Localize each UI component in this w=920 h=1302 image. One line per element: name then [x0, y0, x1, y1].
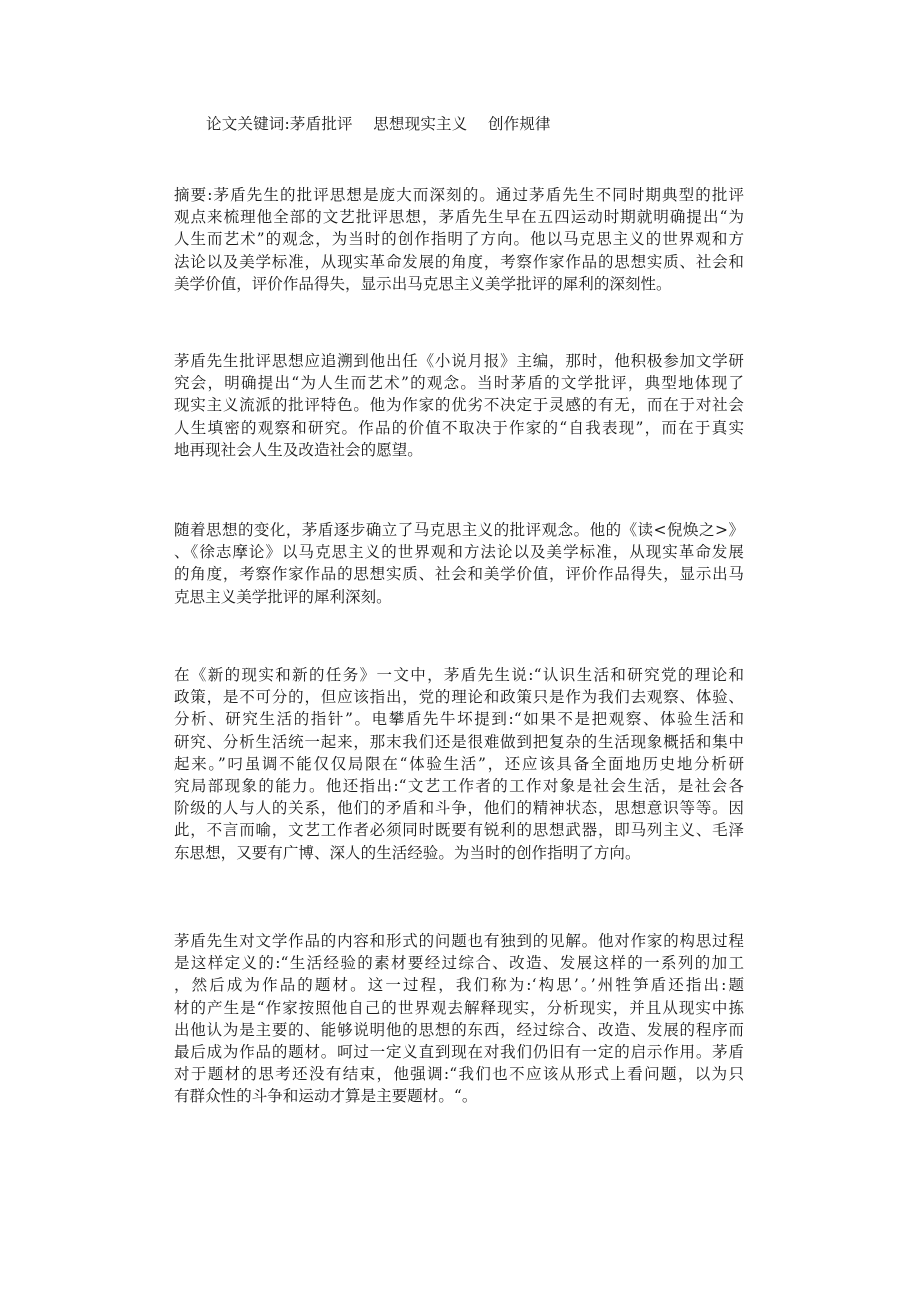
text-line: 法论以及美学标准，从现实革命发展的角度，考察作家作品的思想实质、社会和	[174, 252, 744, 271]
text-line: 的角度，考察作家作品的思想实质、社会和美学价值，评价作品得失，显示出马	[174, 565, 744, 584]
text-line: 、《徐志摩论》以马克思主义的世界观和方法论以及美学标准，从现实革命发展	[174, 543, 744, 562]
body-paragraph-4	[174, 930, 744, 1108]
body-paragraph-2	[174, 519, 744, 608]
text-line: 此，不言而喻，文艺工作者必须同时既要有锐利的思想武器，即马列主义、毛泽	[174, 821, 744, 840]
text-line: 起来。”叼虽调不能仅仅局限在“体验生活”，还应该具备全面地历史地分析研	[174, 754, 744, 773]
text-line: 对于题材的思考还没有结束，他强调:“我们也不应该从形式上看问题，以为只	[174, 1065, 744, 1084]
text-line: 克思主义美学批评的犀利深刻。	[174, 587, 392, 606]
text-line: 摘要:茅盾先生的批评思想是庞大而深刻的。通过茅盾先生不同时期典型的批评	[174, 186, 744, 204]
text-line: 出他认为是主要的、能够说明他的思想的东西，经过综合、改造、发展的程序而	[174, 1020, 744, 1039]
text-line: 研究、分析生活统一起来，那末我们还是很难做到把复杂的生活现象概括和集中	[174, 732, 744, 751]
text-line: 人生填密的观察和研究。作品的价值不取决于作家的“自我表现”，而在于真实	[174, 418, 744, 437]
text-line: 分析、研究生活的指针”。电攀盾先牛坏提到:“如果不是把观察、体验生活和	[174, 710, 744, 729]
text-line: 随着思想的变化，茅盾逐步确立了马克思主义的批评观念。他的《读<倪焕之>》	[174, 521, 744, 539]
text-line: 最后成为作品的题材。呵过一定义直到现在对我们仍旧有一定的启示作用。茅盾	[174, 1042, 744, 1061]
text-line: 阶级的人与人的关系，他们的矛盾和斗争，他们的精神状态，思想意识等等。因	[174, 799, 744, 818]
text-line: 东思想，又要有广博、深人的生活经验。为当时的创作指明了方向。	[174, 843, 641, 862]
abstract-paragraph	[174, 184, 744, 295]
text-line: 地再现社会人生及改造社会的愿望。	[174, 440, 423, 459]
body-paragraph-1	[174, 350, 744, 461]
text-line: ，然后成为作品的题材。这一过程，我们称为:‘构思’。’州牲笋盾还指出:题	[174, 976, 744, 995]
text-line: 观点来梳理他全部的文艺批评思想，茅盾先生早在五四运动时期就明确提出“为	[174, 208, 744, 227]
text-line: 材的产生是“作家按照他自己的世界观去解释现实，分析现实，并且从现实中拣	[174, 998, 744, 1017]
text-line: 是这样定义的:“生活经验的素材要经过综合、改造、发展这样的一系列的加工	[174, 954, 744, 973]
text-line: 有群众性的斗争和运动才算是主要题材。“。	[174, 1087, 478, 1106]
text-line: 美学价值，评价作品得失，显示出马克思主义美学批评的犀利的深刻性。	[174, 274, 672, 293]
text-line: 茅盾先生对文学作品的内容和形式的问题也有独到的见解。他对作家的构思过程	[174, 932, 744, 950]
text-line: 究局部现象的能力。他还指出:“文艺工作者的工作对象是社会生活，是社会各	[174, 776, 744, 795]
text-line: 在《新的现实和新的任务》一文中，茅盾先生说:“认识生活和研究党的理论和	[174, 666, 744, 684]
text-line: 茅盾先生批评思想应追溯到他出任《小说月报》主编，那时，他积极参加文学研	[174, 352, 744, 370]
text-line: 现实主义流派的批评特色。他为作家的优劣不决定于灵感的有无，而在于对社会	[174, 396, 744, 415]
text-line: 政策，是不可分的，但应该指出，党的理论和政策只是作为我们去观察、体验、	[174, 688, 744, 707]
keywords-line: 论文关键词:茅盾批评 思想现实主义 创作规律	[206, 115, 551, 133]
text-line: 人生而艺术”的观念，为当时的创作指明了方向。他以马克思主义的世界观和方	[174, 230, 744, 249]
text-line: 究会，明确提出“为人生而艺术”的观念。当时茅盾的文学批评，典型地体现了	[174, 374, 744, 393]
body-paragraph-3	[174, 664, 744, 864]
